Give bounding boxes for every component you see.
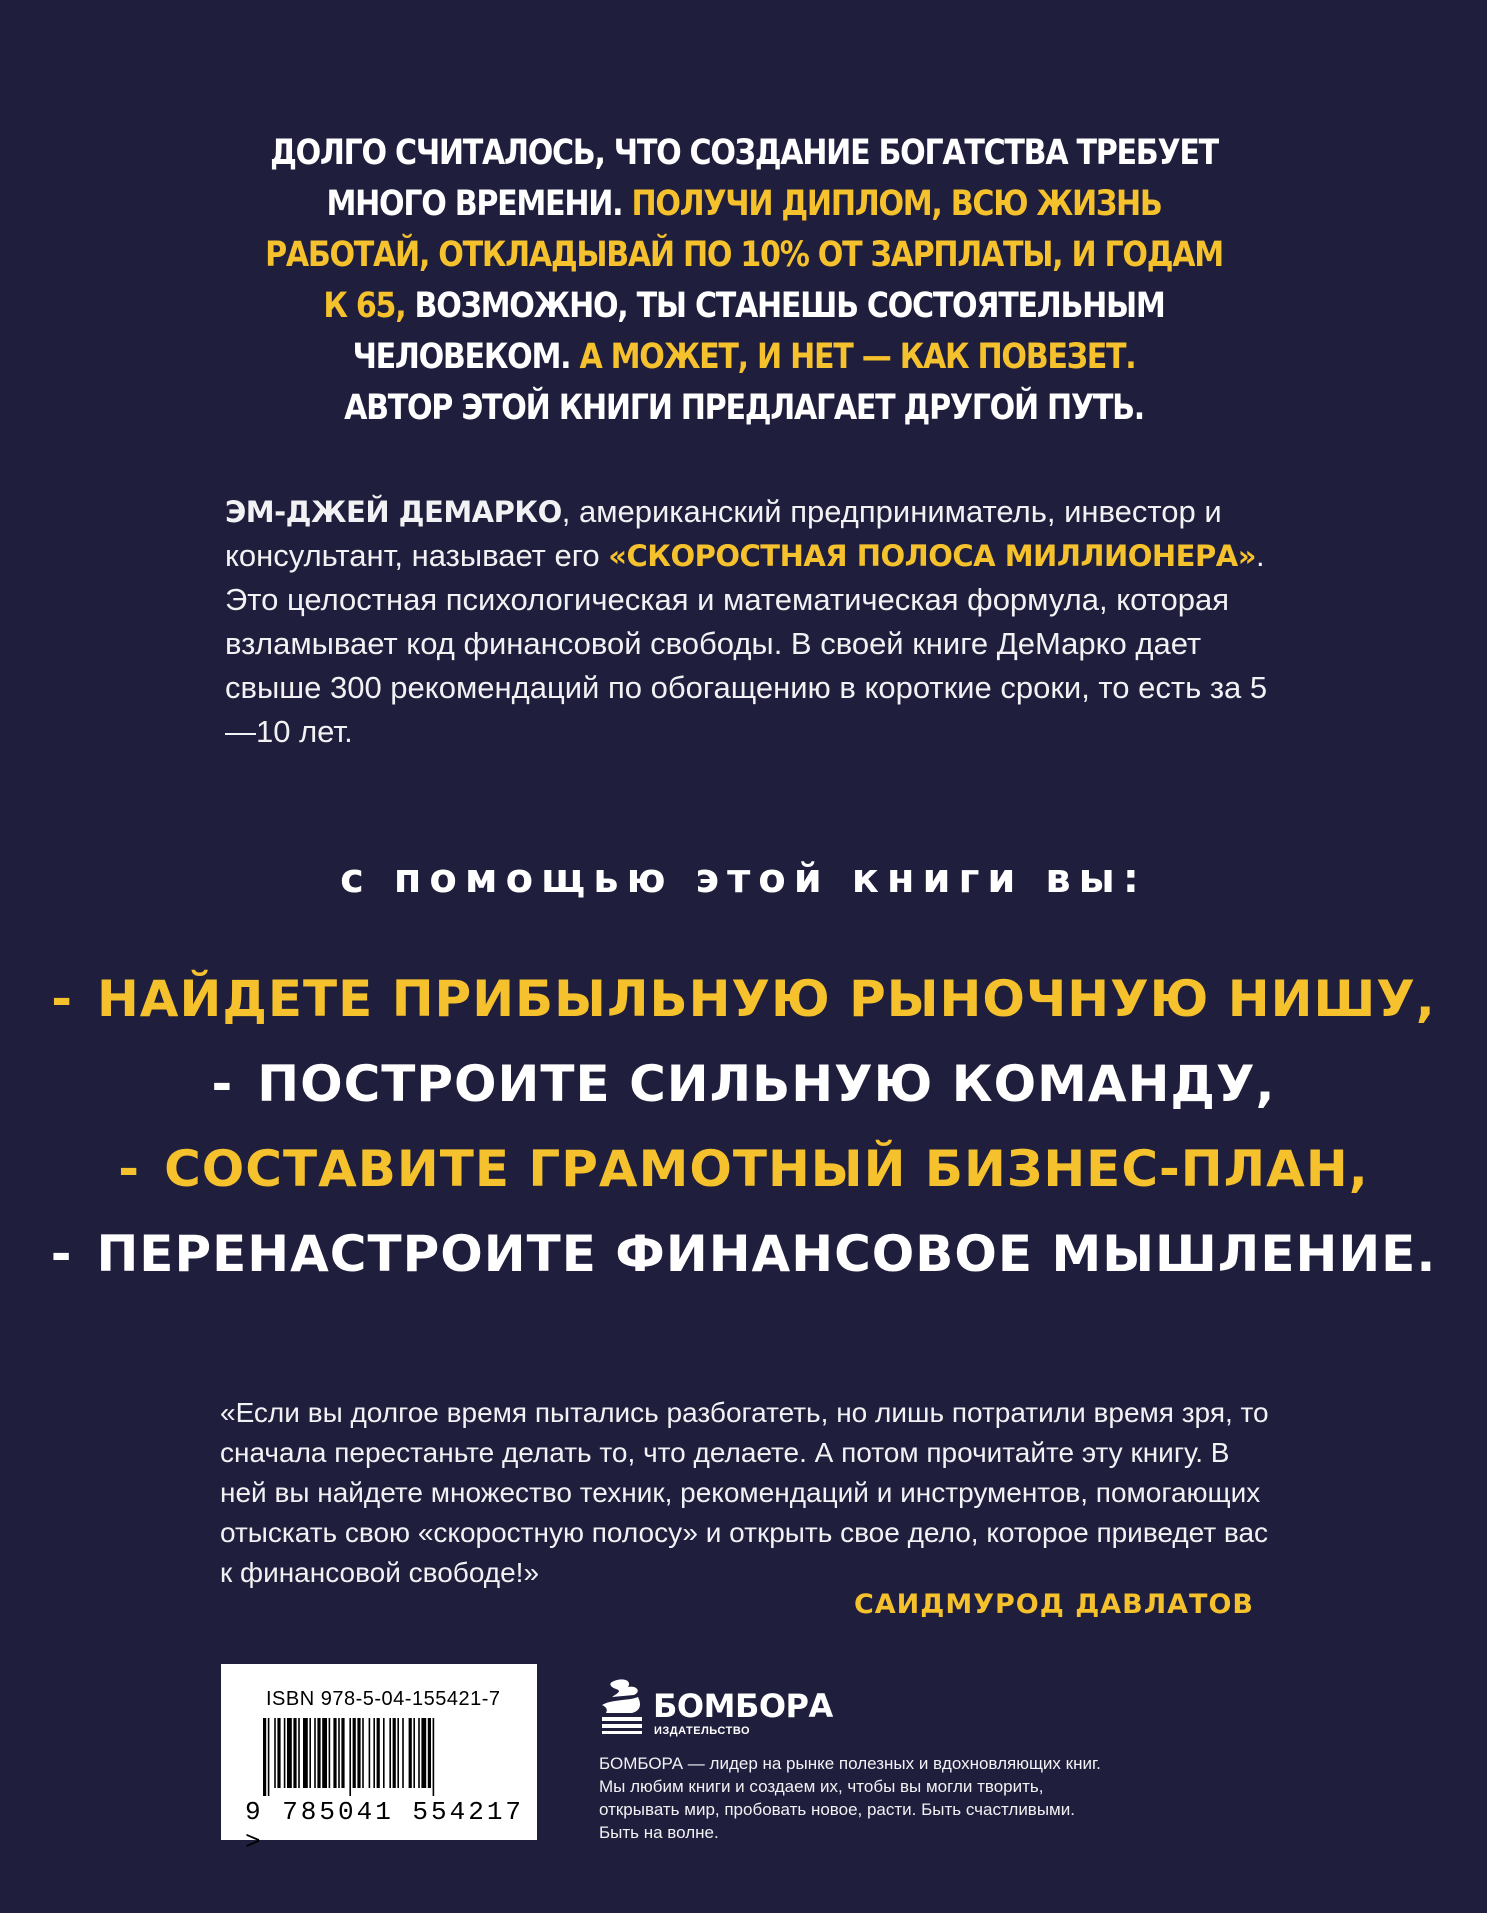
barcode-bar (314, 1718, 316, 1788)
barcode-bar (369, 1718, 371, 1788)
barcode-bar (357, 1718, 360, 1788)
bullet-dash: - (50, 1225, 73, 1283)
barcode-bar (329, 1718, 331, 1788)
author-term: «СКОРОСТНАЯ ПОЛОСА МИЛЛИОНЕРА» (608, 539, 1256, 573)
bullet-item (0, 1055, 1487, 1113)
barcode-bar (418, 1718, 420, 1788)
bullet-text: СОСТАВИТЕ ГРАМОТНЫЙ БИЗНЕС-ПЛАН, (164, 1140, 1369, 1198)
quote-author: САИДМУРОД ДАВЛАТОВ (853, 1589, 1254, 1620)
publisher-logo (598, 1675, 833, 1740)
author-name: ЭМ-ДЖЕЙ ДЕМАРКО (225, 495, 562, 529)
bullet-text: ПЕРЕНАСТРОИТЕ ФИНАНСОВОЕ МЫШЛЕНИЕ. (96, 1225, 1437, 1283)
barcode-bar (268, 1718, 270, 1796)
review-quote: «Если вы долгое время пытались разбогатеть, но лишь потратили время зря, то сначала перестаньте делать то, что делаете. А потом прочитайте эту книгу. В ней вы найдете множество техник, рекомендаций и инструментов, помогающих отыскать свою «скоростную полосу» и открыть свое дело, которое приведет вас к финансовой свободе!» (220, 1397, 1269, 1588)
barcode-bar (402, 1718, 404, 1788)
isbn-barcode (221, 1664, 537, 1857)
barcode-bar (393, 1718, 396, 1788)
bullet-dash: - (211, 1055, 234, 1113)
barcode-bar (303, 1718, 308, 1788)
publisher-description: БОМБОРА — лидер на рынке полезных и вдохновляющих книг. Мы любим книги и создаем их, чтобы вы могли творить, открывать мир, пробовать новое, расти. Быть счастливыми. Быть на волне. (599, 1754, 1101, 1842)
barcode-bar (349, 1718, 351, 1796)
barcode-bar (287, 1718, 292, 1788)
barcode-bar (333, 1718, 336, 1788)
bullet-item (0, 970, 1487, 1028)
author-text-1: , американский предприниматель, инвестор и консультант, называет его (225, 494, 1222, 573)
barcode-bar (341, 1718, 344, 1788)
bullet-item (0, 1140, 1487, 1198)
barcode-bars (263, 1718, 495, 1796)
barcode-bar (377, 1718, 380, 1788)
barcode-bar (409, 1718, 412, 1788)
barcode-bar (413, 1718, 415, 1788)
intro-part-3: ВОЗМОЖНО, ТЫ СТАНЕШЬ СОСТОЯТЕЛЬНЫМ ЧЕЛОВЕКОМ. (352, 286, 1165, 377)
barcode-bar (309, 1718, 311, 1788)
author-text-2: . Это целостная психологическая и математическая формула, которая взламывает код финансовой свободы. В своей книге ДеМарко дает свыше 300 рекомендаций по обогащению в короткие сроки, то есть за 5—10 лет. (225, 538, 1268, 749)
barcode-bar (274, 1718, 276, 1788)
barcode-bar (362, 1718, 364, 1788)
barcode-bar (373, 1718, 375, 1788)
publisher-name: БОМБОРА (653, 1687, 833, 1725)
bombora-wave-icon (598, 1675, 652, 1735)
bullet-text: ПОСТРОИТЕ СИЛЬНУЮ КОМАНДУ, (257, 1055, 1276, 1113)
isbn-label: ISBN 978-5-04-155421-7 (266, 1688, 501, 1710)
barcode-bar (428, 1718, 431, 1788)
barcode-bar (353, 1718, 356, 1788)
intro-part-2: ПОЛУЧИ ДИПЛОМ, ВСЮ ЖИЗНЬ РАБОТАЙ, ОТКЛАДЫВАЙ ПО 10% ОТ ЗАРПЛАТЫ, И ГОДАМ К 65, (265, 184, 1223, 326)
barcode-bar (338, 1718, 340, 1788)
bullet-text: НАЙДЕТЕ ПРИБЫЛЬНУЮ РЫНОЧНУЮ НИШУ, (96, 970, 1436, 1028)
barcode-bar (263, 1718, 266, 1796)
barcode-bar (383, 1718, 385, 1788)
intro-part-1: ДОЛГО СЧИТАЛОСЬ, ЧТО СОЗДАНИЕ БОГАТСТВА ТРЕБУЕТ МНОГО ВРЕМЕНИ. (270, 133, 1218, 224)
author-paragraph (225, 490, 1285, 754)
bullet-dash: - (51, 970, 73, 1028)
barcode-bar (421, 1718, 426, 1788)
with-book-heading: с помощью этой книги вы: (340, 856, 1147, 902)
barcode-bar (317, 1718, 320, 1788)
barcode-bar (277, 1718, 280, 1788)
barcode-bar (433, 1718, 435, 1796)
intro-part-5: АВТОР ЭТОЙ КНИГИ ПРЕДЛАГАЕТ ДРУГОЙ ПУТЬ. (344, 388, 1144, 428)
barcode-bar (284, 1718, 286, 1788)
barcode-bar (298, 1718, 300, 1788)
bullet-dash: - (118, 1140, 141, 1198)
intro-paragraph (259, 128, 1229, 434)
bullet-item (0, 1225, 1487, 1283)
intro-part-4: А МОЖЕТ, И НЕТ — КАК ПОВЕЗЕТ. (579, 337, 1136, 377)
barcode-bar (397, 1718, 399, 1788)
barcode-bar (389, 1718, 391, 1788)
publisher-subtitle: ИЗДАТЕЛЬСТВО (654, 1725, 751, 1737)
barcode-bar (322, 1718, 327, 1788)
isbn-digits: 9 785041 554217 > (245, 1797, 525, 1857)
barcode-bar (293, 1718, 296, 1788)
